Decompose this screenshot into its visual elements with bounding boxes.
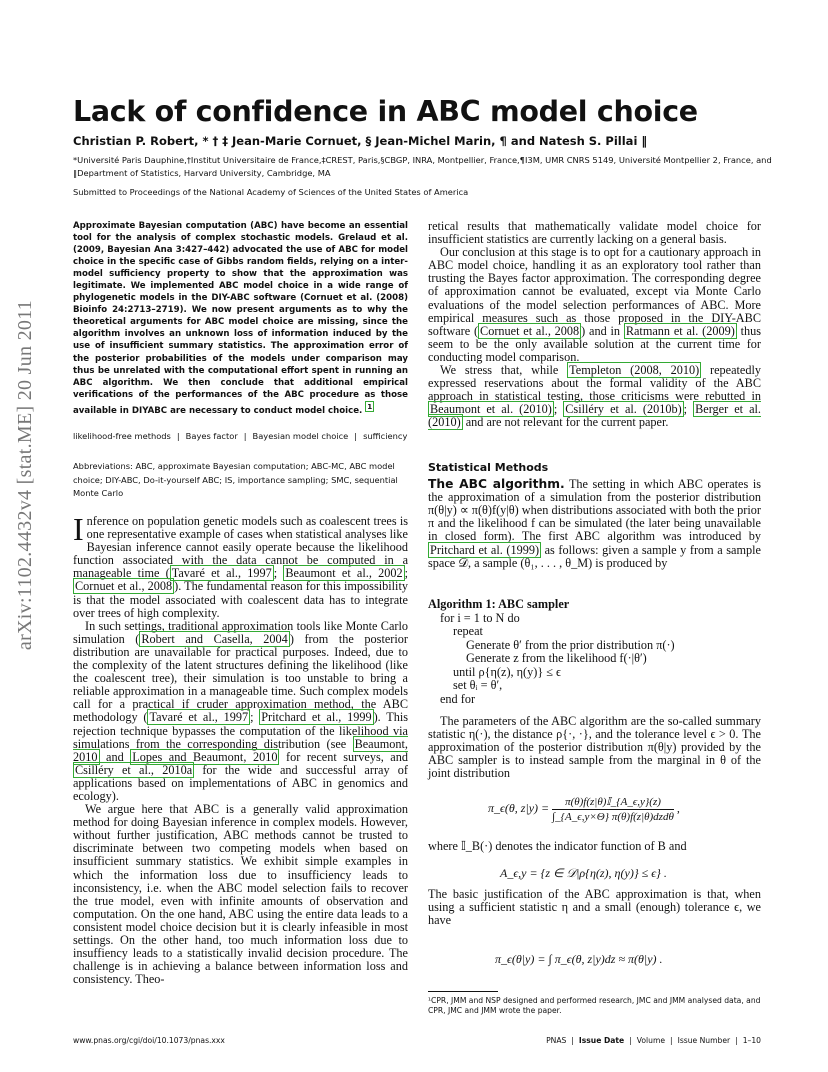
affiliations-line-2: ‖Department of Statistics, Harvard University, Cambridge, MA: [73, 168, 331, 178]
equation-tail: ,: [676, 800, 680, 815]
citation-link[interactable]: Pritchard et al. (1999): [430, 542, 540, 557]
text: for recent surveys, and: [279, 749, 408, 764]
text: and are not relevant for the current paper.: [462, 415, 669, 430]
paper-title: Lack of confidence in ABC model choice: [73, 95, 698, 128]
algorithm-line: Generate θ′ from the prior distribution π(·): [466, 637, 675, 652]
equation-denominator: ∫_{A_ϵ,y×Θ} π(θ)f(z|θ)dzdθ: [552, 811, 674, 823]
citation-link[interactable]: Tavaré et al., 1997: [149, 710, 249, 725]
algorithm-line: set θᵢ = θ′,: [453, 678, 503, 692]
arxiv-margin-stamp: arXiv:1102.4432v4 [stat.ME] 20 Jun 2011: [14, 299, 36, 651]
text: In such settings, traditional approximation tools like Monte Carlo simulation (: [73, 618, 408, 646]
paragraph: [428, 478, 761, 570]
footer-issue-number: Issue Number: [677, 1036, 731, 1045]
footer-volume: Volume: [636, 1036, 666, 1045]
citation-link[interactable]: Csilléry et al. (2010b): [565, 402, 682, 417]
text: The setting in which ABC operates is the approximation of a simulation from the posterior distribution π(θ|y) ∝ π(θ)f(y|θ) when distributions associated with both the prior π and the likelihood f can be simulated (the later being unavailable in closed form). The first ABC algorithm was introduced by: [428, 477, 761, 544]
equation-acceptance-set: A_ϵ,y = {z ∈ 𝒟|ρ{η(z), η(y)} ≤ ϵ} .: [500, 866, 667, 880]
text: and: [99, 749, 131, 764]
abstract-text: Approximate Bayesian computation (ABC) have become an essential tool for the analysis of complex stochastic models. Grelaud et al. (2009, Bayesian Ana 3:427–442) advocated the use of ABC for model choice in the specific case of Gibbs random fields, relying on a inter-model sufficiency property to show that the approximation was legitimate. We implemented ABC model choice in a wide range of phylogenetic models in the DIY-ABC software (Cornuet et al. (2008) Bioinfo 24:2713–2719). We now present arguments as to why the theoretical arguments for ABC model choice are missing, since the algorithm involves an unknown loss of information induced by the use of insufficient summary statistics. The approximation error of the posterior probabilities of the models under comparison may thus be unrelated with the computational effort spent in running an ABC algorithm. We then conclude that additional empirical verifications of the performances of the ABC procedure as those available in DIYABC are necessary to conduct model choice.: [73, 221, 408, 416]
paragraph: We argue here that ABC is a generally valid approximation method for doing Bayesian inference in complex models. However, without further justification, ABC methods cannot be trusted to discriminate between two competing models when based on insufficient summary statistics. We exhibit simple examples in which the information loss due to insufficiency leads to inconsistency, i.e. when the ABC model selection fails to recover the true model, even with infinite amounts of observation and computation. On the one hand, ABC using the entire data leads to a consistent model choice decision but it is clearly infeasible in most settings. On the other hand, too much information loss due to insuffiency leads to a statistically invalid decision procedure. The challenge is in achieving a balance between information loss and consistency. Theo-: [73, 802, 408, 987]
algorithm-line: end for: [440, 691, 476, 706]
citation-link[interactable]: Beaumont et al. (2010): [430, 402, 552, 417]
keyword: likelihood-free methods: [73, 431, 171, 441]
paragraph: [73, 511, 408, 620]
algorithm-line: Generate z from the likelihood f(·|θ′): [466, 651, 647, 665]
citation-link[interactable]: Beaumont et al., 2002: [285, 566, 403, 581]
author-list: Christian P. Robert, * † ‡ Jean-Marie Cornuet, § Jean-Michel Marin, ¶ and Natesh S. Pillai ‖: [73, 134, 648, 148]
keyword-separator: |: [176, 431, 180, 441]
keyword: sufficiency: [363, 431, 408, 441]
algorithm-line: repeat: [453, 624, 483, 638]
text: ;: [683, 402, 694, 417]
paragraph: retical results that mathematically validate model choice for insufficient statistics are currently lacking on a general basis.: [428, 219, 761, 247]
text: thus seem to be the only available solution at the current time for conducting model comparison.: [428, 323, 761, 364]
footer-journal: PNAS: [546, 1036, 567, 1045]
body-column-right-top: [428, 220, 761, 430]
paragraph: The parameters of the ABC algorithm are the so-called summary statistic η(·), the distance ρ{·, ·}, and the tolerance level ϵ > 0. The approximation of the posterior distribution π(θ|y) provided by the ABC sampler is to instead sample from the marginal in θ of the joint distribution: [428, 714, 761, 781]
paragraph: [73, 620, 408, 803]
keyword-separator: |: [243, 431, 247, 441]
text: ) and in: [581, 323, 624, 338]
footnote: ¹CPR, JMM and NSP designed and performed research, JMC and JMM analysed data, and CPR, JMC and JMM wrote the paper.: [428, 996, 761, 1015]
paragraph: where 𝕀_B(·) denotes the indicator function of B and: [428, 839, 687, 854]
equation-abc-approximation: π_ϵ(θ|y) = ∫ π_ϵ(θ, z|y)dz ≈ π(θ|y) .: [495, 952, 663, 966]
citation-link[interactable]: Ratmann et al. (2009): [625, 323, 735, 338]
text: We stress that, while: [440, 363, 568, 378]
citation-link[interactable]: Cornuet et al., 2008: [480, 323, 580, 338]
footer-doi-link[interactable]: www.pnas.org/cgi/doi/10.1073/pnas.xxx: [73, 1036, 225, 1045]
text: ;: [553, 402, 564, 417]
citation-link[interactable]: Tavaré et al., 1997: [171, 566, 272, 581]
text: ;: [273, 566, 284, 581]
algorithm-box: [428, 598, 761, 706]
text: as follows: given a sample y from a sample space 𝒟, a sample (θ₁, . . . , θ_M) is produced by: [428, 542, 761, 570]
citation-link[interactable]: Cornuet et al., 2008: [75, 579, 173, 594]
footnote-rule: [428, 991, 498, 992]
equation-numerator: π(θ)f(z|θ)𝕀_{A_ϵ,y}(z): [552, 795, 674, 810]
keyword: Bayes factor: [185, 431, 238, 441]
text: ;: [250, 710, 260, 725]
text: ). The fundamental reason for this impossibility is that the model associated with coalescent data has to integrate over trees of high complexity.: [73, 579, 408, 620]
text: repeatedly expressed reservations about the formal validity of the ABC approach in statistical testing, those criticisms were rebutted in: [428, 363, 762, 404]
affiliations: [73, 154, 773, 180]
keyword-separator: |: [354, 431, 358, 441]
abstract-footnote-link[interactable]: 1: [367, 401, 373, 411]
section-heading: Statistical Methods: [428, 461, 549, 474]
citation-link[interactable]: Robert and Casella, 2004: [141, 631, 288, 646]
affiliations-line-1: *Université Paris Dauphine,†Institut Universitaire de France,‡CREST, Paris,§CBGP, INRA, Montpellier, France,¶I3M, UMR CNRS 5149, Université Montpellier 2, France, and: [73, 155, 772, 165]
algorithm-line: until ρ{η(z), η(y)} ≤ ϵ: [453, 664, 562, 679]
keyword: Bayesian model choice: [252, 431, 349, 441]
citation-link[interactable]: Pritchard et al., 1999: [261, 710, 372, 725]
run-in-heading: The ABC algorithm.: [428, 477, 565, 492]
paragraph: [428, 246, 761, 364]
paragraph: [428, 364, 761, 429]
footer-issue-date: Issue Date: [578, 1036, 625, 1045]
statistical-methods-section: [428, 461, 761, 570]
keywords: [73, 431, 407, 441]
citation-link[interactable]: Csilléry et al., 2010a: [75, 762, 193, 777]
text: nference on population genetic models such as coalescent trees is one representative example of cases when statistical analyses like Bayesian inference cannot easily operate because the likelihood function associated with the data cannot be computed in a manageable time (: [73, 514, 408, 581]
footer-journal-info: PNAS | Issue Date | Volume | Issue Number | 1–10: [546, 1036, 761, 1045]
submission-note: Submitted to Proceedings of the National Academy of Sciences of the United States of America: [73, 187, 469, 197]
text: ;: [404, 566, 408, 581]
text: Our conclusion at this stage is to opt for a cautionary approach in ABC model choice, handling it as an exploratory tool rather than trusting the Bayes factor approximation. The corresponding degree of approximation cannot be evaluated, except via Monte Carlo evaluations of the model selection performances of ABC. More empirical measures such as those proposed in the DIY-ABC software (: [428, 245, 761, 338]
abbreviations: Abbreviations: ABC, approximate Bayesian computation; ABC-MC, ABC model choice; DIY-ABC, Do-it-yourself ABC; IS, importance sampling; SMC, sequential Monte Carlo: [73, 461, 398, 498]
text: for the wide and successful array of applications based on implementations of ABC in genomics and ecology).: [73, 762, 408, 803]
algorithm-title: Algorithm 1: ABC sampler: [428, 597, 570, 611]
citation-link[interactable]: Berger et al. (2010): [428, 402, 761, 430]
equation-lhs: π_ϵ(θ, z|y) =: [488, 800, 550, 815]
equation-joint-distribution: [488, 795, 680, 823]
paragraph: The basic justification of the ABC approximation is that, when using a sufficient statistic η and a small (enough) tolerance ϵ, we have: [428, 886, 761, 927]
abstract: [73, 220, 408, 417]
text: ) from the posterior distribution are unavailable for practical purposes. Indeed, due to the complexity of the latent structures defining the likelihood (like the coalescent tree), their simulation is too unstable to bring a reliable approximation in a manageable time. Such complex models call for a practical if cruder approximation method, the ABC methodology (: [73, 631, 408, 725]
text: ). This rejection technique bypasses the computation of the likelihood via simulations from the corresponding distribution (see: [73, 710, 408, 751]
algorithm-line: for i = 1 to N do: [440, 610, 520, 625]
citation-link[interactable]: Beaumont, 2010: [73, 736, 408, 764]
citation-link[interactable]: Templeton (2008, 2010): [569, 363, 700, 378]
equation-fraction: [552, 795, 674, 823]
body-column-left: [73, 511, 408, 987]
footer-pages: 1–10: [742, 1036, 761, 1045]
citation-link[interactable]: Lopes and Beaumont, 2010: [132, 749, 278, 764]
drop-cap: I: [73, 511, 84, 547]
